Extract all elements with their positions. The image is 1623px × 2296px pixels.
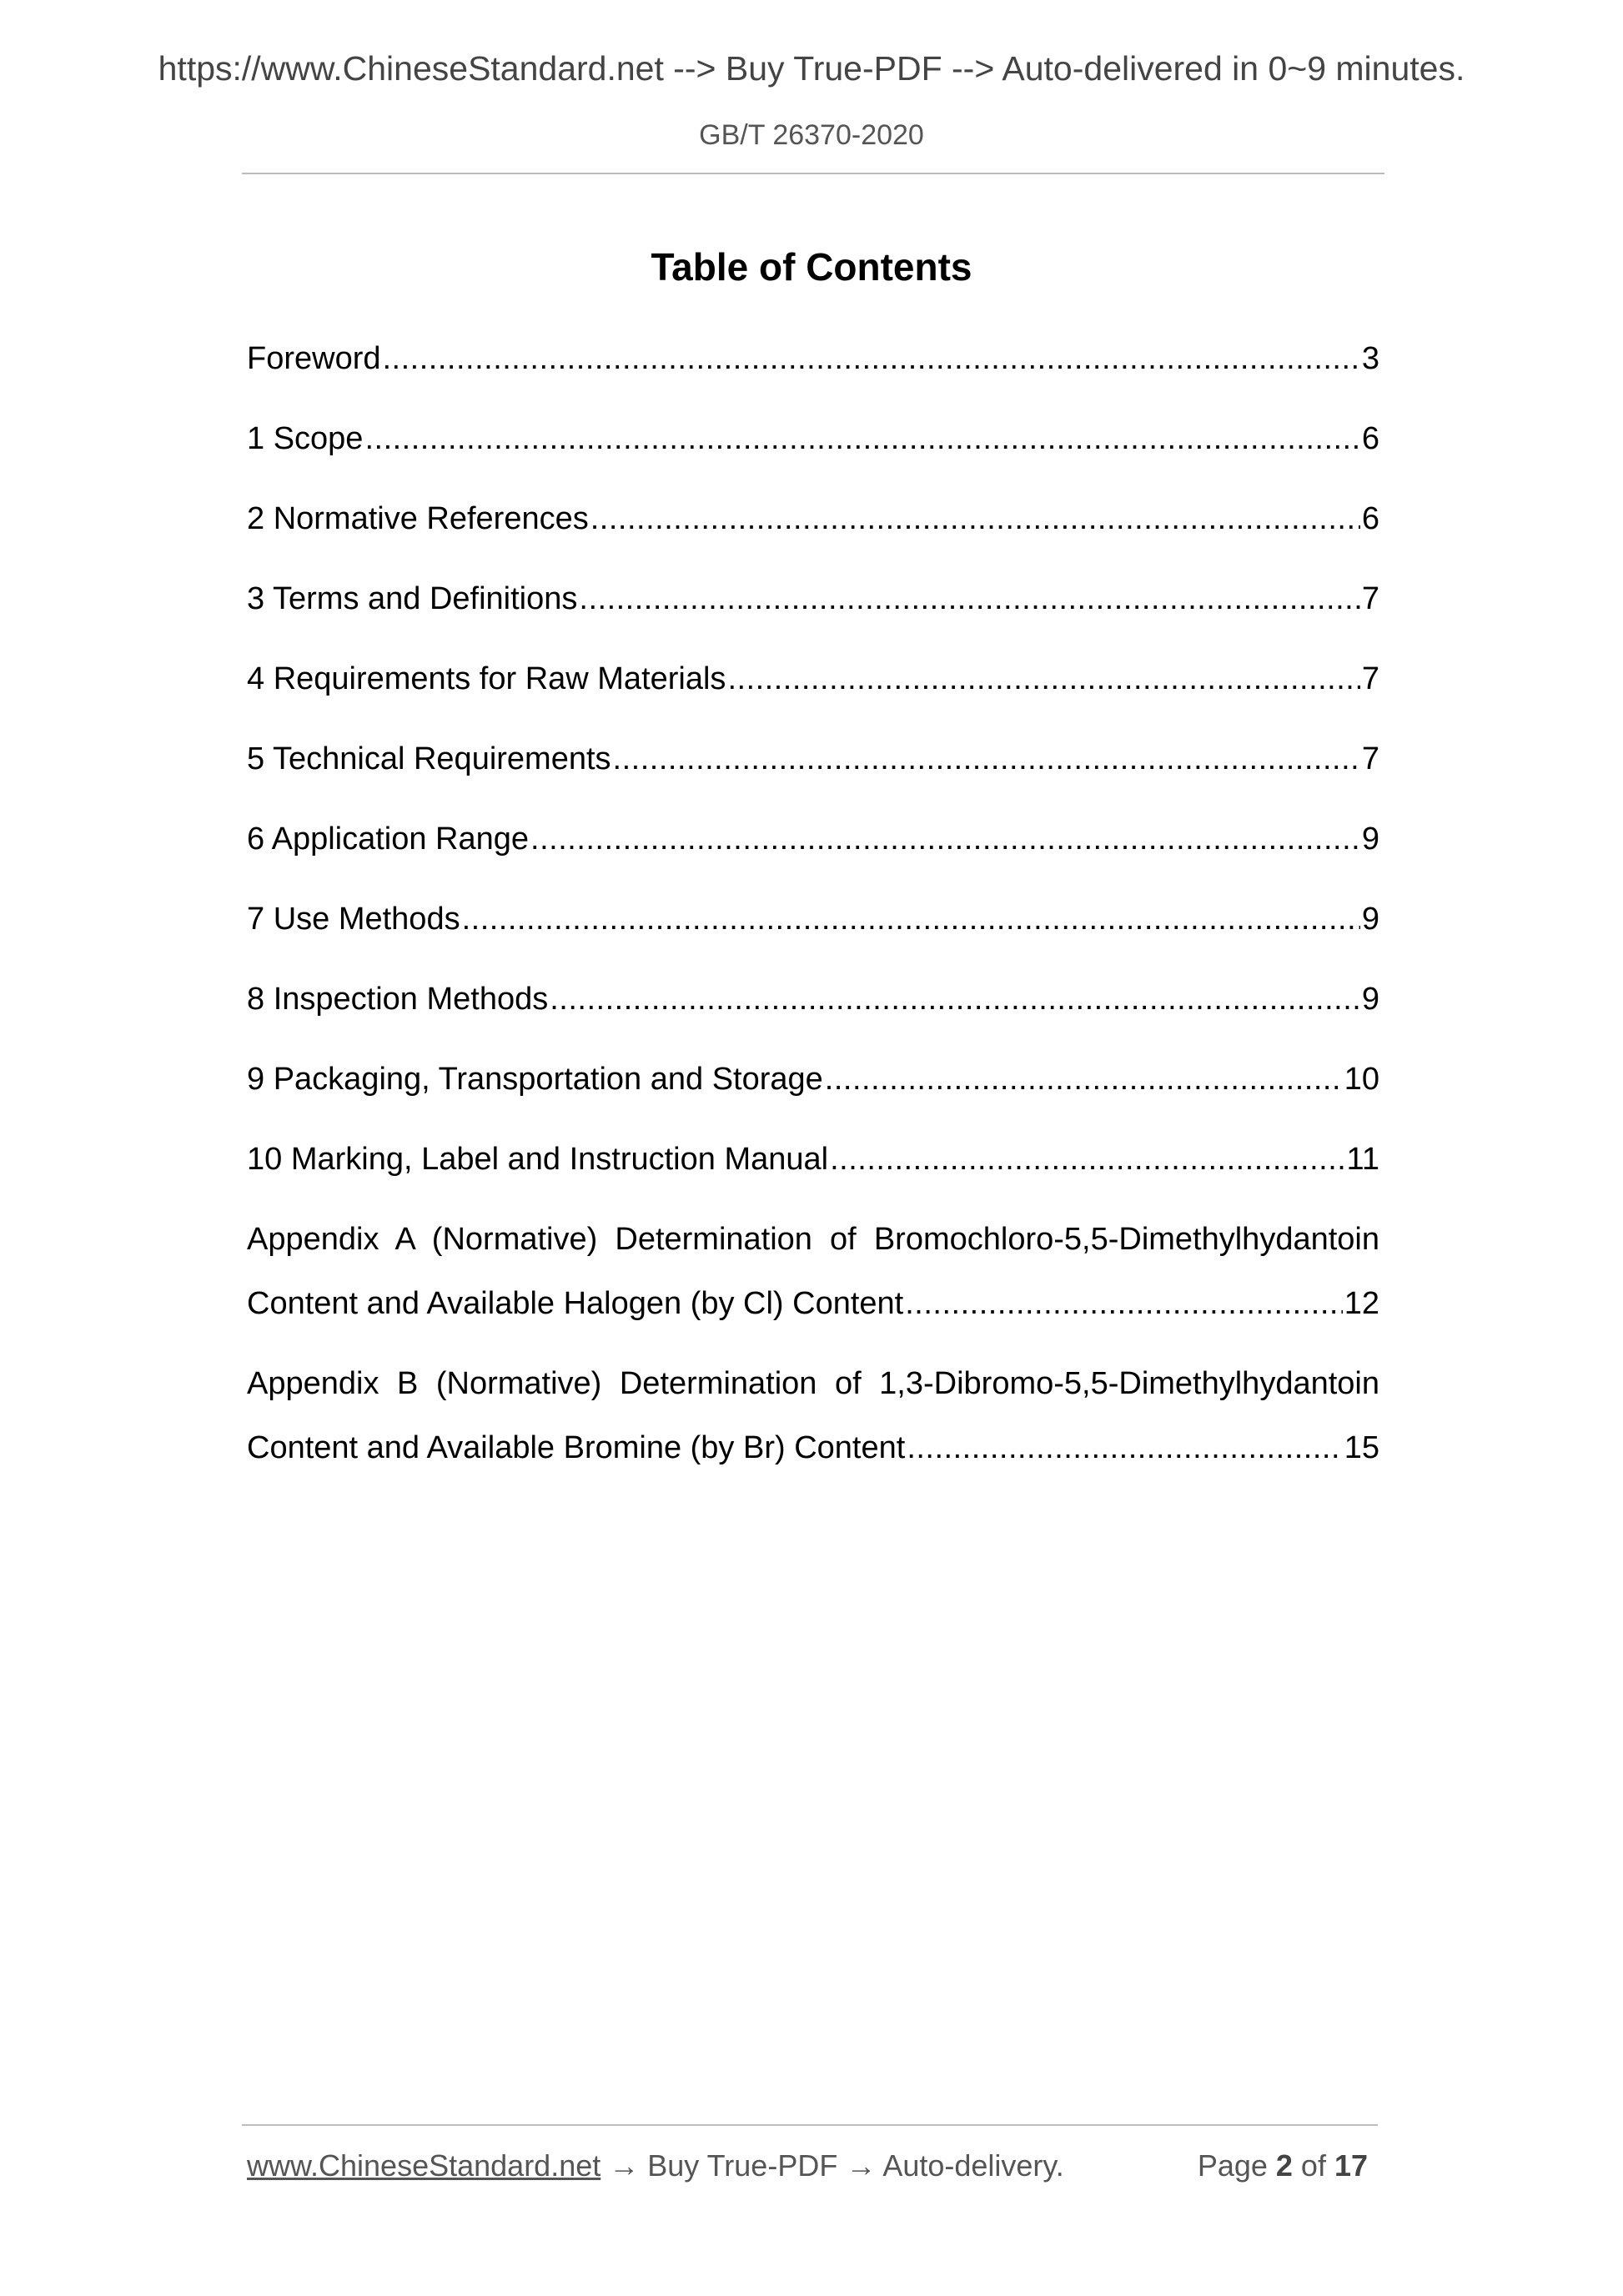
toc-entry-page: 9 xyxy=(1361,902,1379,937)
page-indicator xyxy=(1198,2145,1368,2187)
toc-entry-label: Content and Available Bromine (by Br) Content xyxy=(247,1430,906,1465)
dot-leader xyxy=(550,976,1360,1022)
dot-leader xyxy=(907,1424,1342,1471)
toc-entry-label: 6 Application Range xyxy=(247,821,530,857)
dot-leader xyxy=(462,896,1360,942)
dot-leader xyxy=(830,1136,1344,1183)
total-page-number: 17 xyxy=(1334,2148,1368,2183)
toc-entry[interactable] xyxy=(247,736,1379,782)
toc-entry[interactable] xyxy=(247,335,1379,382)
toc-entry-label: 5 Technical Requirements xyxy=(247,741,611,776)
toc-entry-page: 7 xyxy=(1361,581,1379,616)
footer-tagline: → Buy True-PDF → Auto-delivery. xyxy=(600,2148,1064,2183)
toc-entry-label: Foreword xyxy=(247,341,381,376)
toc-entry-label: 2 Normative References xyxy=(247,501,589,536)
footer-promo xyxy=(247,2145,1064,2187)
document-code: GB/T 26370-2020 xyxy=(699,119,924,151)
toc-entry-page: 7 xyxy=(1361,661,1379,696)
toc-entry[interactable] xyxy=(247,575,1379,622)
dot-leader xyxy=(613,736,1360,782)
toc-entry-page: 12 xyxy=(1344,1286,1379,1321)
top-banner: https://www.ChineseStandard.net --> Buy True-PDF --> Auto-delivered in 0~9 minutes. xyxy=(158,49,1465,88)
toc-entry-page: 7 xyxy=(1361,741,1379,776)
dot-leader xyxy=(364,415,1359,462)
page-word: Page xyxy=(1197,2148,1276,2183)
toc-title: Table of Contents xyxy=(651,245,972,289)
toc-entry[interactable] xyxy=(247,1136,1379,1183)
page-of-word: of xyxy=(1292,2148,1334,2183)
dot-leader xyxy=(590,495,1360,542)
toc-entry-label: 8 Inspection Methods xyxy=(247,982,549,1017)
toc-entry-page: 3 xyxy=(1361,341,1379,376)
toc-appendix-b-line1[interactable]: Appendix B (Normative) Determination of 1,3-Dibromo-5,5-Dimethylhydantoin xyxy=(247,1366,1379,1401)
toc-entry[interactable] xyxy=(247,816,1379,862)
toc-entry[interactable] xyxy=(247,495,1379,542)
dot-leader xyxy=(727,656,1359,702)
dot-leader xyxy=(579,575,1359,622)
toc-appendix-a-line1[interactable]: Appendix A (Normative) Determination of Bromochloro-5,5-Dimethylhydantoin xyxy=(247,1222,1379,1257)
toc-entry-page: 11 xyxy=(1346,1142,1379,1177)
toc-entry[interactable] xyxy=(247,896,1379,942)
toc-entry-page: 9 xyxy=(1361,821,1379,857)
toc-appendix-a[interactable] xyxy=(247,1280,1379,1327)
footer-divider xyxy=(242,2124,1378,2126)
current-page-number: 2 xyxy=(1275,2148,1293,2183)
toc-entry-label: 10 Marking, Label and Instruction Manual xyxy=(247,1142,829,1177)
toc-entry-page: 15 xyxy=(1344,1430,1379,1465)
toc-entry-page: 6 xyxy=(1361,421,1379,456)
dot-leader xyxy=(905,1280,1342,1327)
dot-leader xyxy=(383,335,1360,382)
dot-leader xyxy=(530,816,1360,862)
toc-entry[interactable] xyxy=(247,1056,1379,1103)
toc-entry-label: 7 Use Methods xyxy=(247,902,460,937)
toc-entry-label: 1 Scope xyxy=(247,421,364,456)
toc-entry[interactable] xyxy=(247,656,1379,702)
toc-entry[interactable] xyxy=(247,415,1379,462)
toc-entry-page: 6 xyxy=(1361,501,1379,536)
toc-entry-label: Content and Available Halogen (by Cl) Content xyxy=(247,1286,904,1321)
website-link[interactable]: www.ChineseStandard.net xyxy=(247,2148,601,2183)
toc-appendix-b[interactable] xyxy=(247,1424,1379,1471)
toc-entry-label: 9 Packaging, Transportation and Storage xyxy=(247,1062,823,1097)
toc-entry-page: 10 xyxy=(1344,1062,1379,1097)
dot-leader xyxy=(825,1056,1343,1103)
toc-entry[interactable] xyxy=(247,976,1379,1022)
header-divider xyxy=(242,173,1384,174)
toc-entry-page: 9 xyxy=(1361,982,1379,1017)
toc-entry-label: 3 Terms and Definitions xyxy=(247,581,578,616)
toc-entry-label: 4 Requirements for Raw Materials xyxy=(247,661,726,696)
